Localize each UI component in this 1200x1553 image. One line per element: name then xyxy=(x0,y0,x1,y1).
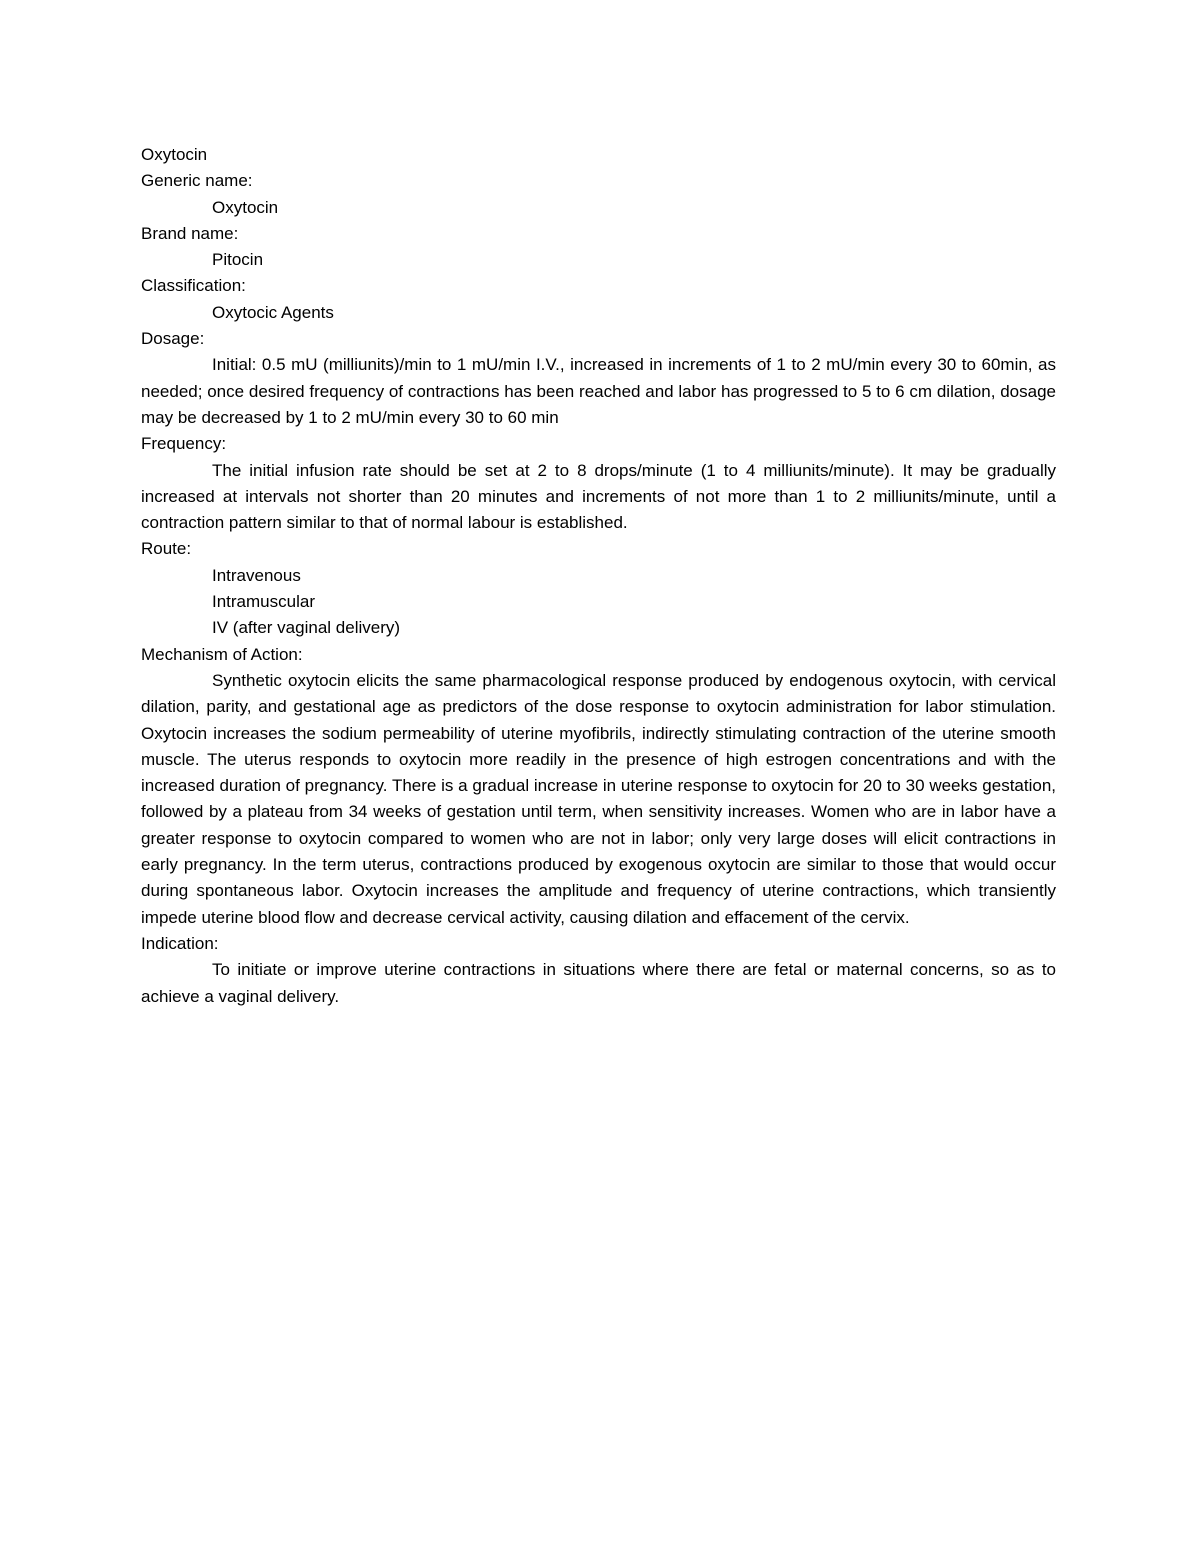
indication-label: Indication: xyxy=(141,933,219,953)
route-label: Route: xyxy=(141,539,192,559)
classification-value: Oxytocic Agents xyxy=(212,302,334,322)
document-body xyxy=(141,142,1056,1010)
mechanism-label: Mechanism of Action: xyxy=(141,644,303,664)
brand-name-value: Pitocin xyxy=(212,250,264,270)
route-item-intravenous: Intravenous xyxy=(212,565,301,585)
frequency-label: Frequency: xyxy=(141,434,227,454)
generic-name-value: Oxytocin xyxy=(212,197,279,217)
route-item-iv-after-delivery: IV (after vaginal delivery) xyxy=(212,618,401,638)
document-title: Oxytocin xyxy=(141,145,208,164)
classification-label: Classification: xyxy=(141,276,246,296)
brand-name-label: Brand name: xyxy=(141,223,239,243)
mechanism-paragraph: Synthetic oxytocin elicits the same pharmacological response produced by endogenous oxytocin, with cervical dilation, parity, and gestational age as predictors of the dose response to oxytocin administration for labor stimulation. Oxytocin increases the sodium permeability of uterine myofibrils, indirectly stimulating contraction of the uterine smooth muscle. The uterus responds to oxytocin more readily in the presence of high estrogen concentrations and with the increased duration of pregnancy. There is a gradual increase in uterine response to oxytocin for 20 to 30 weeks gestation, followed by a plateau from 34 weeks of gestation until term, when sensitivity increases. Women who are in labor have a greater response to oxytocin compared to women who are not in labor; only very large doses will elicit contractions in early pregnancy. In the term uterus, contractions produced by exogenous oxytocin are similar to those that would occur during spontaneous labor. Oxytocin increases the amplitude and frequency of uterine contractions, which transiently impede uterine blood flow and decrease cervical activity, causing dilation and effacement of the cervix. xyxy=(141,670,1056,927)
frequency-paragraph: The initial infusion rate should be set at 2 to 8 drops/minute (1 to 4 milliunits/minute). It may be gradually increased at intervals not shorter than 20 minutes and increments of not more than 1 to 2 milliunits/minute, until a contraction pattern similar to that of normal labour is established. xyxy=(141,460,1056,533)
generic-name-label: Generic name: xyxy=(141,171,253,191)
dosage-paragraph: Initial: 0.5 mU (milliunits)/min to 1 mU/min I.V., increased in increments of 1 to 2 mU/min every 30 to 60min, as needed; once desired frequency of contractions has been reached and labor has progressed to 5 to 6 cm dilation, dosage may be decreased by 1 to 2 mU/min every 30 to 60 min xyxy=(141,355,1056,427)
indication-paragraph: To initiate or improve uterine contractions in situations where there are fetal or maternal concerns, so as to achieve a vaginal delivery. xyxy=(141,960,1056,1006)
route-item-intramuscular: Intramuscular xyxy=(212,592,315,612)
dosage-label: Dosage: xyxy=(141,329,205,349)
